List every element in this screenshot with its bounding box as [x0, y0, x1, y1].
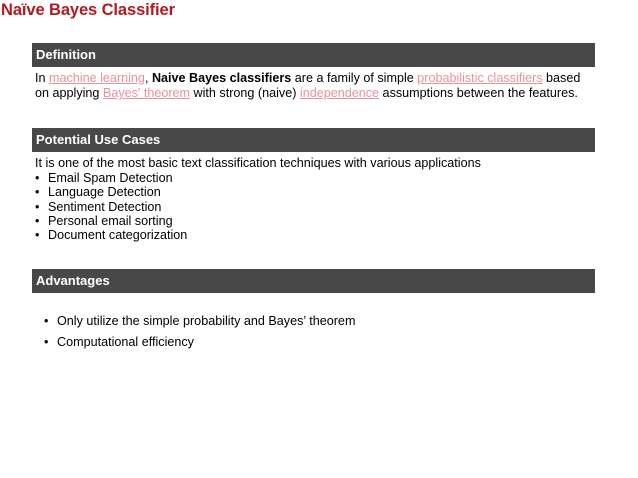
bullet-icon: •: [35, 171, 40, 185]
definition-header: Definition: [32, 43, 595, 67]
advantages-list: [44, 314, 355, 356]
list-item: • Email Spam Detection: [35, 171, 173, 185]
bayes-theorem-link[interactable]: Bayes' theorem: [102, 86, 191, 100]
bullet-icon: •: [44, 314, 49, 328]
definition-text: In machine learning, Naive Bayes classifiers are a family of simple probabilistic classifiers based on applying Bayes' theorem with strong (naive) independence assumptions between the features.: [35, 71, 581, 100]
list-item: • Computational efficiency: [44, 335, 194, 349]
list-item: • Only utilize the simple probability and Bayes’ theorem: [44, 314, 356, 328]
page-title: Naïve Bayes Classifier: [1, 1, 175, 19]
advantages-header: Advantages: [32, 269, 595, 293]
bullet-icon: •: [35, 228, 40, 243]
list-item: • Personal email sorting: [35, 213, 173, 228]
use-cases-list: [35, 171, 187, 242]
bullet-icon: •: [35, 199, 40, 214]
bullet-icon: •: [35, 213, 40, 228]
list-item: • Language Detection: [35, 185, 161, 200]
use-cases-intro: It is one of the most basic text classification techniques with various applications: [35, 156, 481, 170]
machine-learning-link[interactable]: machine learning: [49, 71, 145, 85]
independence-link[interactable]: independence: [299, 86, 380, 100]
use-cases-header: Potential Use Cases: [32, 128, 595, 152]
probabilistic-classifiers-link[interactable]: probabilistic classifiers: [417, 71, 543, 85]
list-item: • Sentiment Detection: [35, 199, 162, 214]
bullet-icon: •: [35, 185, 40, 200]
bullet-icon: •: [44, 335, 49, 349]
list-item: • Document categorization: [35, 228, 188, 243]
